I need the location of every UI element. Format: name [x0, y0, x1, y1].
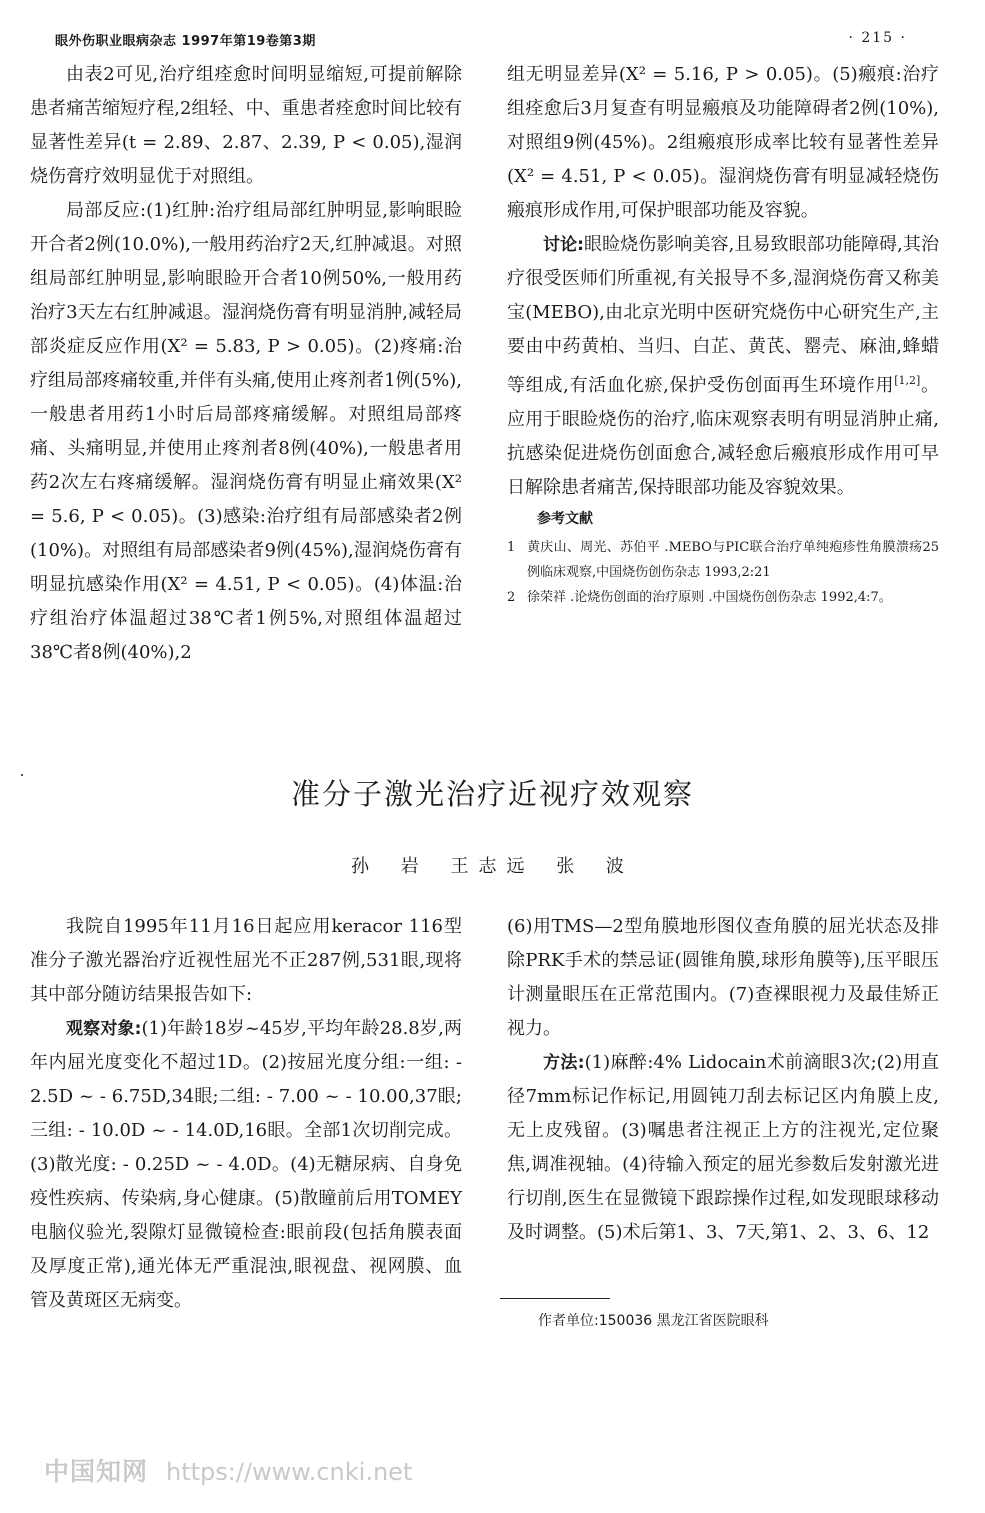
running-head: 眼外伤职业眼病杂志 1997年第19卷第3期 [55, 34, 316, 49]
watermark-url: https://www.cnki.net [166, 1458, 413, 1486]
intro-paragraph: 我院自1995年11月16日起应用keracor 116型准分子激光器治疗近视性屈光不正287例,531眼,现将其中部分随访结果报告如下: [30, 916, 462, 1005]
cnki-watermark [44, 1452, 412, 1488]
reference-number: 2 [507, 590, 516, 605]
subjects-body: (1)年龄18岁~45岁,平均年龄28.8岁,两年内屈光度变化不超过1D。(2)按屈光度分组:一组: - 2.5D ~ - 6.75D,34眼;二组: - 7.00 ~ - 10.00,37眼;三组: - 10.0D ~ - 14.0D,16眼。全部1次切削完成。(3)散光度: - 0.25D ~ - 4.0D。(4)无糖尿病、自身免疫性疾病、传染病,身心健康。(5)散瞳前后用TOMEY电脑仪验光,裂隙灯显微镜检查:眼前段(包括角膜表面及厚度正常),通光体无严重混浊,眼视盘、视网膜、血管及黄斑区无病变。 [30, 1018, 462, 1311]
reference-number: 1 [507, 540, 516, 555]
discussion-lead: 讨论: [543, 235, 584, 255]
discussion-tail: 。应用于眼睑烧伤的治疗,临床观察表明有明显消肿止痛,抗感染促进烧伤创面愈合,减轻愈后瘢痕形成作用可早日解除患者痛苦,保持眼部功能及容貌效果。 [507, 375, 939, 498]
local-reaction-paragraph: 局部反应:(1)红肿:治疗组局部红肿明显,影响眼睑开合者2例(10.0%),一般用药治疗2天,红肿减退。对照组局部红肿明显,影响眼睑开合者10例50%,一般用药治疗3天左右红肿减退。湿润烧伤膏有明显消肿,减轻局部炎症反应作用(X² = 5.83, P > 0.05)。(2)疼痛:治疗组局部疼痛较重,并伴有头痛,使用止疼剂者1例(5%),一般患者用药1小时后局部疼痛缓解。对照组局部疼痛、头痛明显,并使用止疼剂者8例(40%),一般患者用药2次左右疼痛缓解。湿润烧伤膏有明显止痛效果(X² = 5.6, P < 0.05)。(3)感染:治疗组有局部感染者2例(10%)。对照组有局部感染者9例(45%),湿润烧伤膏有明显抗感染作用(X² = 4.51, P < 0.05)。(4)体温:治疗组治疗体温超过38℃者1例5%,对照组体温超过38℃者8例(40%),2 [30, 200, 462, 663]
citation-marker: [1,2] [894, 374, 921, 387]
references-title: 参考文献 [537, 511, 593, 527]
methods-body: (1)麻醉:4% Lidocain术前滴眼3次;(2)用直径7mm标记作标记,用圆钝刀刮去标记区内角膜上皮,无上皮残留。(3)嘱患者注视正上方的注视光,定位聚焦,调准视轴。(4)待输入预定的屈光参数后发射激光进行切削,医生在显微镜下跟踪操作过程,如发现眼球移动及时调整。(5)术后第1、3、7天,第1、2、3、6、12 [507, 1052, 939, 1243]
results-paragraph: 由表2可见,治疗组痊愈时间明显缩短,可提前解除患者痛苦缩短疗程,2组轻、中、重患者痊愈时间比较有显著性差异(t = 2.89、2.87、2.39, P < 0.05),湿润烧伤膏疗效明显优于对照组。 [30, 64, 462, 187]
scar-paragraph: 组无明显差异(X² = 5.16, P > 0.05)。(5)瘢痕:治疗组痊愈后3月复查有明显瘢痕及功能障碍者2例(10%),对照组9例(45%)。2组瘢痕形成率比较有显著性差异(X² = 4.51, P < 0.05)。湿润烧伤膏有明显减轻烧伤瘢痕形成作用,可保护眼部功能及容貌。 [507, 64, 939, 221]
reference-item [507, 585, 939, 610]
article-authors: 孙 岩 王志远 张 波 [351, 856, 634, 877]
subjects-paragraph [30, 1012, 462, 1318]
methods-lead: 方法: [543, 1053, 585, 1073]
subjects-continued-paragraph: (6)用TMS—2型角膜地形图仪查角膜的屈光状态及排除PRK手术的禁忌证(圆锥角膜,球形角膜等),压平眼压计测量眼压在正常范围内。(7)查裸眼视力及最佳矫正视力。 [507, 916, 939, 1039]
discussion-body: 眼睑烧伤影响美容,且易致眼部功能障碍,其治疗很受医师们所重视,有关报导不多,湿润烧伤膏又称美宝(MEBO),由北京光明中医研究烧伤中心研究生产,主要由中药黄柏、当归、白芷、黄芪、罂壳、麻油,蜂蜡等组成,有活血化瘀,保护受伤创面再生环境作用 [507, 234, 939, 396]
reference-item [507, 535, 939, 585]
reference-text: 徐荣祥 .论烧伤创面的治疗原则 .中国烧伤创伤杂志 1992,4:7。 [527, 590, 892, 605]
reference-text: 黄庆山、周光、苏伯平 .MEBO与PIC联合治疗单纯疱疹性角膜溃疡25例临床观察,中国烧伤创伤杂志 1993,2:21 [527, 540, 939, 580]
subjects-lead: 观察对象: [66, 1019, 142, 1039]
article-title: 准分子激光治疗近视疗效观察 [290, 777, 694, 811]
upper-right-column [507, 58, 939, 610]
methods-paragraph [507, 1046, 939, 1250]
footnote-rule [500, 1298, 610, 1299]
article-left-column [30, 910, 462, 1318]
discussion-paragraph [507, 228, 939, 505]
watermark-logo: 中国知网 [44, 1457, 149, 1486]
article-right-column [507, 910, 939, 1250]
upper-left-column [30, 58, 462, 670]
page-number: · 215 · [848, 30, 907, 46]
author-affiliation: 作者单位:150036 黑龙江省医院眼科 [538, 1313, 769, 1329]
